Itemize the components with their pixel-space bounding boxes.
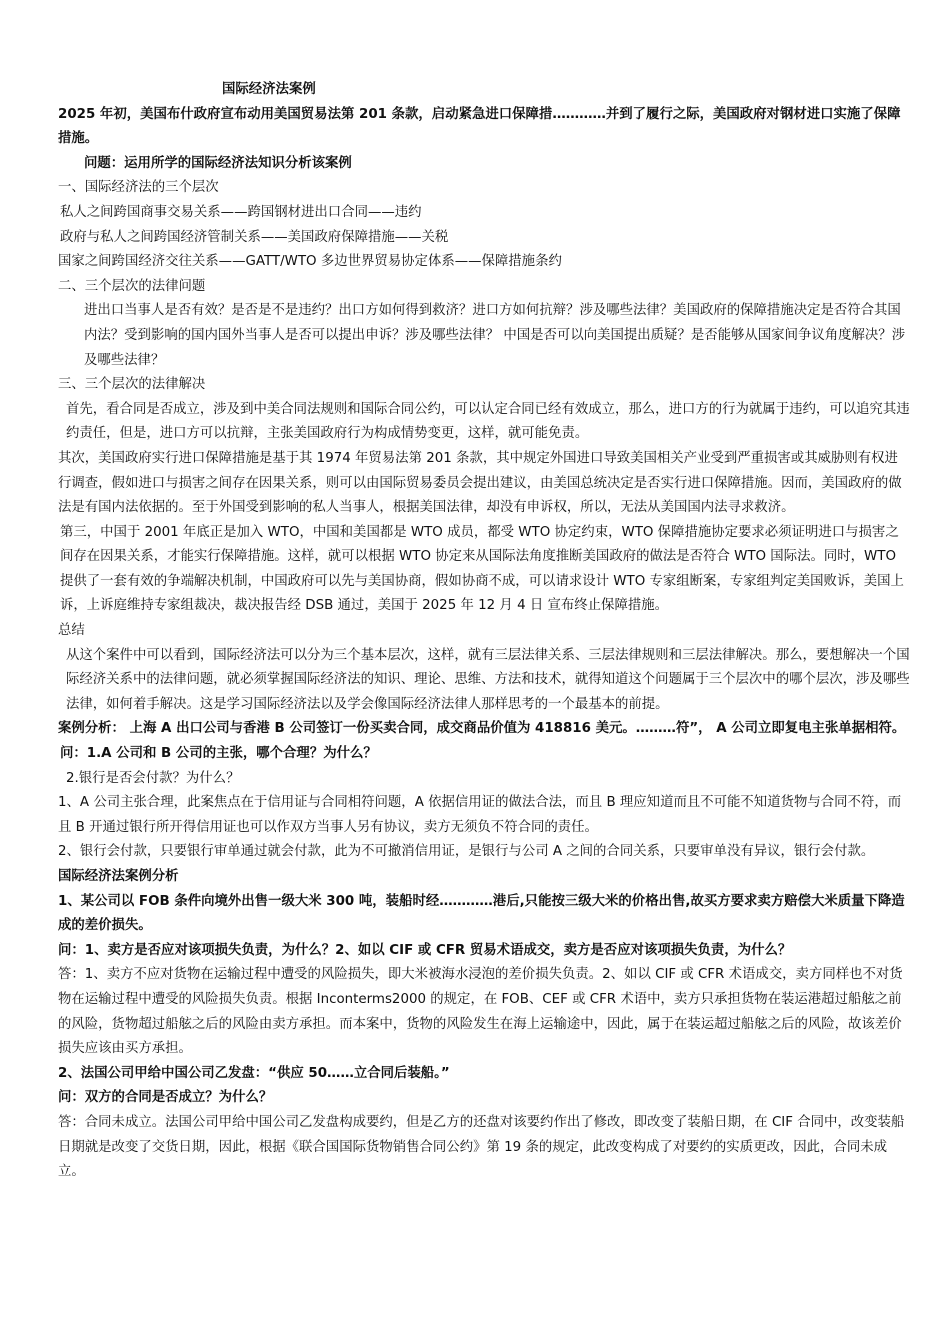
case-2-question: 问：1、卖方是否应对该项损失负责，为什么？2、如以 CIF 或 CFR 贸易术语成交，卖方是否应对该项损失负责，为什么？ xyxy=(58,942,792,958)
case-3: 2、法国公司甲给中国公司乙发盘：“供应 50……立合同后装船。” xyxy=(58,1065,450,1081)
case-analysis-1: 案例分析： 上海 A 出口公司与香港 B 公司签订一份买卖合同，成交商品价值为 418816 美元。………符”， A 公司立即复电主张单据相符。 xyxy=(58,721,906,737)
case-intro: 2025 年初，美国布什政府宣布动用美国贸易法第 201 条款，启动紧急进口保障措…………并到了履行之际，美国政府对钢材进口实施了保障措施。 xyxy=(58,106,901,147)
case-1-answer-1: 1、A 公司主张合理，此案焦点在于信用证与合同相符问题，A 依据信用证的做法合法，而且 B 理应知道而且不可能不知道货物与合同不符，而且 B 开通过银行所开得信用证也可以作双方当事人另有协议，卖方无须负不符合同的责任。 xyxy=(58,795,902,835)
level-item-2: 政府与私人之间跨国经济管制关系——美国政府保障措施——关税 xyxy=(60,229,449,245)
section-heading-1: 一、国际经济法的三个层次 xyxy=(58,180,219,196)
section-title-2: 国际经济法案例分析 xyxy=(58,869,179,884)
paragraph-second: 其次，美国政府实行进口保障措施是基于其 1974 年贸易法第 201 条款，其中规定外国进口导致美国相关产业受到严重损害或其威胁则有权进行调查，假如进口与损害之间存在因果关系，则可以由国际贸易委员会提出建议，由美国总统决定是否实行进口保障措施。因而，美国政府的做法是有国内法依据的。至于外国受到影响的私人当事人，根据美国法律，却没有申诉权，所以，无法从美国国内法寻求救济。 xyxy=(58,450,902,516)
summary-paragraph: 从这个案件中可以看到，国际经济法可以分为三个基本层次，这样，就有三层法律关系、三层法律规则和三层法律解决。那么，要想解决一个国际经济关系中的法律问题，就必须掌握国际经济法的知识、理论、思维、方法和技术，就得知道这个问题属于三个层次中的哪个层次，涉及哪些法律，如何着手解决。这是学习国际经济法以及学会像国际经济法律人那样思考的一个最基本的前提。 xyxy=(66,647,910,712)
section-heading-2: 二、三个层次的法律问题 xyxy=(58,278,206,294)
case-1-question-1: 问：1.A 公司和 B 公司的主张，哪个合理？为什么？ xyxy=(60,746,377,762)
document-page xyxy=(58,78,910,1185)
case-2-answer: 答：1、卖方不应对货物在运输过程中遭受的风险损失，即大米被海水浸泡的差价损失负责。2、如以 CIF 或 CFR 术语成交，卖方同样也不对货物在运输过程中遭受的风险损失负责。根据 Inconterms2000 的规定，在 FOB、CEF 或 CFR 术语中，卖方只承担货物在装运港超过船舷之前的风险，货物超过船舷之后的风险由卖方承担。而本案中，货物的风险发生在海上运输途中，因此，属于在装运超过船舷之后的风险，故该差价损失应该由买方承担。 xyxy=(58,967,903,1057)
paragraph-first: 首先，看合同是否成立，涉及到中美合同法规则和国际合同公约，可以认定合同已经有效成立，那么，进口方的行为就属于违约，可以追究其违约责任，但是，进口方可以抗辩，主张美国政府行为构成情势变更，这样，就可能免责。 xyxy=(66,401,910,442)
paragraph-third: 第三，中国于 2001 年底正是加入 WTO，中国和美国都是 WTO 成员，都受 WTO 协定约束，WTO 保障措施协定要求必须证明进口与损害之间存在因果关系，才能实行保障措施。这样，就可以根据 WTO 协定来从国际法角度推断美国政府的做法是否符合 WTO 国际法。同时，WTO 提供了一套有效的争端解决机制，中国政府可以先与美国协商，假如协商不成，可以请求设计 WTO 专家组断案，专家组判定美国败诉，美国上诉，上诉庭维持专家组裁决，裁决报告经 DSB 通过，美国于 2025 年 12 月 4 日 宣布终止保障措施。 xyxy=(60,524,904,614)
question-heading: 问题：运用所学的国际经济法知识分析该案例 xyxy=(84,155,352,171)
case-1-question-2: 2.银行是否会付款？为什么？ xyxy=(66,770,240,786)
section-heading-3: 三、三个层次的法律解决 xyxy=(58,377,206,393)
paragraph-legal-issues: 进出口当事人是否有效？是否是不是违约？出口方如何得到救济？进口方如何抗辩？涉及哪些法律？美国政府的保障措施决定是否符合其国内法？受到影响的国内国外当事人是否可以提出申诉？涉及哪些法律？ 中国是否可以向美国提出质疑？是否能够从国家间争议角度解决？涉及哪些法律？ xyxy=(84,303,906,368)
doc-title: 国际经济法案例 xyxy=(222,82,316,97)
case-1-answer-2: 2、银行会付款，只要银行审单通过就会付款，此为不可撤消信用证，是银行与公司 A 之间的合同关系，只要审单没有异议，银行会付款。 xyxy=(58,844,875,860)
level-item-3: 国家之间跨国经济交往关系——GATT/WTO 多边世界贸易协定体系——保障措施条约 xyxy=(58,254,562,270)
case-2: 1、某公司以 FOB 条件向境外出售一级大米 300 吨，装船时经…………港后,只能按三级大米的价格出售,故买方要求卖方赔偿大米质量下降造成的差价损失。 xyxy=(58,893,905,934)
summary-heading: 总结 xyxy=(58,623,85,639)
level-item-1: 私人之间跨国商事交易关系——跨国钢材进出口合同——违约 xyxy=(60,204,422,220)
case-3-answer: 答：合同未成立。法国公司甲给中国公司乙发盘构成要约，但是乙方的还盘对该要约作出了修改，即改变了装船日期，在 CIF 合同中，改变装船日期就是改变了交货日期，因此，根据《联合国国际货物销售合同公约》第 19 条的规定，此改变构成了对要约的实质更改，因此，合同未成立。 xyxy=(58,1114,905,1180)
case-3-question: 问：双方的合同是否成立？为什么？ xyxy=(58,1090,273,1106)
